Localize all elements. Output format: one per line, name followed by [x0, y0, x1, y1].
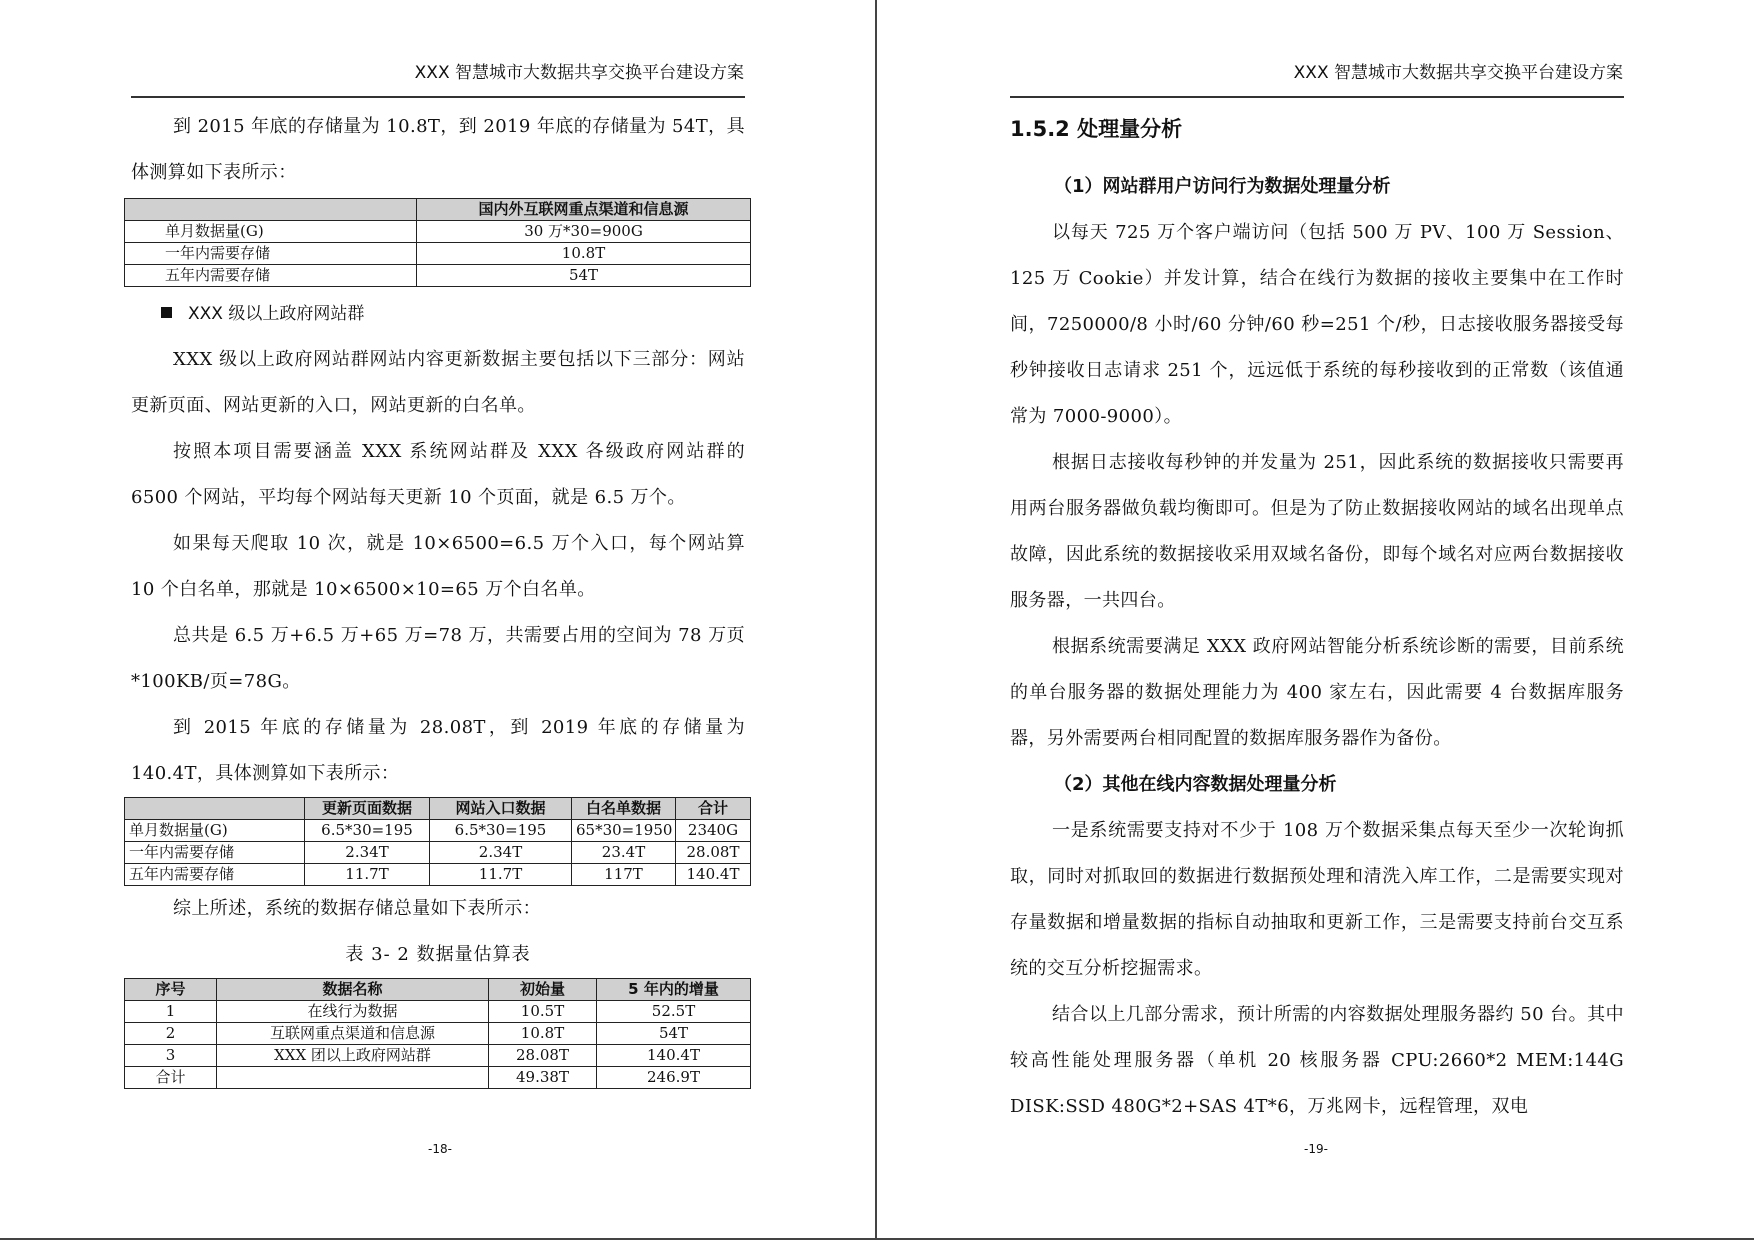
table-cell: 28.08T	[489, 1045, 597, 1067]
table-cell: 6.5*30=195	[430, 820, 572, 842]
header-rule	[131, 96, 745, 98]
table-cell: XXX 团以上政府网站群	[217, 1045, 489, 1067]
subsection-heading: （1）网站群用户访问行为数据处理量分析	[1054, 176, 1391, 197]
page-content	[131, 104, 745, 1089]
table-header-row	[125, 979, 751, 1001]
table-row	[125, 864, 751, 886]
table-header-cell: 序号	[125, 979, 217, 1001]
table-data-estimate	[124, 978, 751, 1089]
table-header-cell: 更新页面数据	[305, 798, 430, 820]
table-cell: 65*30=1950	[572, 820, 676, 842]
paragraph: 结合以上几部分需求，预计所需的内容数据处理服务器约 50 台。其中较高性能处理服务器（单机 20 核服务器 CPU:2660*2 MEM:144G DISK:SSD 480G*2+SAS 4T*6，万兆网卡，远程管理，双电	[1010, 1004, 1624, 1117]
table-cell: 单月数据量(G)	[125, 820, 305, 842]
table-foreign-internet	[124, 198, 751, 287]
paragraph: 到 2015 年底的存储量为 10.8T，到 2019 年底的存储量为 54T，具体测算如下表所示：	[131, 116, 745, 183]
table-header-cell: 网站入口数据	[430, 798, 572, 820]
table-cell: 2	[125, 1023, 217, 1045]
table-cell: 互联网重点渠道和信息源	[217, 1023, 489, 1045]
table-cell: 23.4T	[572, 842, 676, 864]
table-cell: 五年内需要存储	[125, 265, 417, 287]
table-header-cell: 合计	[676, 798, 751, 820]
square-bullet-icon	[161, 307, 172, 318]
table-cell: 1	[125, 1001, 217, 1023]
table-cell: 140.4T	[676, 864, 751, 886]
bullet-item	[131, 291, 745, 337]
table-row	[125, 820, 751, 842]
table-cell: 30 万*30=900G	[417, 221, 751, 243]
table-cell: 54T	[597, 1023, 751, 1045]
table-cell: 2.34T	[430, 842, 572, 864]
page-number: -19-	[1304, 1142, 1328, 1156]
table-header-row	[125, 798, 751, 820]
table-header-cell: 白名单数据	[572, 798, 676, 820]
table-row	[125, 1067, 751, 1089]
table-cell: 54T	[417, 265, 751, 287]
table-row	[125, 1045, 751, 1067]
page-header: XXX 智慧城市大数据共享交换平台建设方案	[1293, 63, 1623, 83]
paragraph: 一是系统需要支持对不少于 108 万个数据采集点每天至少一次轮询抓取，同时对抓取回的数据进行数据预处理和清洗入库工作，二是需要实现对存量数据和增量数据的指标自动抽取和更新工作，三是需要支持前台交互系统的交互分析挖掘需求。	[1010, 820, 1624, 979]
page-header: XXX 智慧城市大数据共享交换平台建设方案	[414, 63, 744, 83]
table-cell: 140.4T	[597, 1045, 751, 1067]
page-number: -18-	[428, 1142, 452, 1156]
table-cell: 2.34T	[305, 842, 430, 864]
table-header-cell: 5 年内的增量	[597, 979, 751, 1001]
table-cell: 11.7T	[430, 864, 572, 886]
page-content	[1010, 104, 1624, 1130]
paragraph: XXX 级以上政府网站群网站内容更新数据主要包括以下三部分：网站更新页面、网站更新的入口，网站更新的白名单。	[131, 349, 745, 416]
table-cell	[217, 1067, 489, 1089]
table-header-cell: 数据名称	[217, 979, 489, 1001]
subsection-heading: （2）其他在线内容数据处理量分析	[1054, 774, 1337, 795]
table-cell: 10.8T	[417, 243, 751, 265]
table-cell: 五年内需要存储	[125, 864, 305, 886]
paragraph: 根据系统需要满足 XXX 政府网站智能分析系统诊断的需要，目前系统的单台服务器的数据处理能力为 400 家左右，因此需要 4 台数据库服务器，另外需要两台相同配置的数据库服务器作为备份。	[1010, 636, 1624, 749]
paragraph: 以每天 725 万个客户端访问（包括 500 万 PV、100 万 Session、125 万 Cookie）并发计算，结合在线行为数据的接收主要集中在工作时间，7250000/8 小时/60 分钟/60 秒=251 个/秒，日志接收服务器接受每秒钟接收日志请求 251 个，远远低于系统的每秒接收到的正常数（该值通常为 7000-9000）。	[1010, 222, 1624, 427]
table-header-cell: 国内外互联网重点渠道和信息源	[417, 199, 751, 221]
table-cell: 117T	[572, 864, 676, 886]
table-cell: 3	[125, 1045, 217, 1067]
paragraph: 综上所述，系统的数据存储总量如下表所示：	[173, 898, 541, 919]
table-cell: 2340G	[676, 820, 751, 842]
bullet-text: XXX 级以上政府网站群	[188, 304, 365, 324]
paragraph: 总共是 6.5 万+6.5 万+65 万=78 万，共需要占用的空间为 78 万页*100KB/页=78G。	[131, 625, 745, 692]
table-row	[125, 842, 751, 864]
table-cell: 10.8T	[489, 1023, 597, 1045]
table-cell: 合计	[125, 1067, 217, 1089]
table-gov-sites	[124, 797, 751, 886]
table-cell: 10.5T	[489, 1001, 597, 1023]
paragraph: 根据日志接收每秒钟的并发量为 251，因此系统的数据接收只需要再用两台服务器做负载均衡即可。但是为了防止数据接收网站的域名出现单点故障，因此系统的数据接收采用双域名备份，即每个域名对应两台数据接收服务器，一共四台。	[1010, 452, 1624, 611]
table-row	[125, 265, 751, 287]
table-cell: 在线行为数据	[217, 1001, 489, 1023]
table-cell: 49.38T	[489, 1067, 597, 1089]
section-heading: 1.5.2 处理量分析	[1010, 117, 1183, 141]
table-row	[125, 1001, 751, 1023]
table-cell: 28.08T	[676, 842, 751, 864]
table-header-cell	[125, 199, 417, 221]
table-row	[125, 1023, 751, 1045]
table-caption: 表 3- 2 数据量估算表	[345, 944, 531, 965]
table-row	[125, 243, 751, 265]
table-cell: 单月数据量(G)	[125, 221, 417, 243]
paragraph: 按照本项目需要涵盖 XXX 系统网站群及 XXX 各级政府网站群的 6500 个网站，平均每个网站每天更新 10 个页面，就是 6.5 万个。	[131, 441, 745, 508]
table-cell: 一年内需要存储	[125, 842, 305, 864]
table-cell: 一年内需要存储	[125, 243, 417, 265]
table-cell: 246.9T	[597, 1067, 751, 1089]
header-rule	[1010, 96, 1624, 98]
table-cell: 6.5*30=195	[305, 820, 430, 842]
table-cell: 52.5T	[597, 1001, 751, 1023]
table-header-cell: 初始量	[489, 979, 597, 1001]
paragraph: 到 2015 年底的存储量为 28.08T，到 2019 年底的存储量为 140.4T，具体测算如下表所示：	[131, 717, 745, 784]
table-cell: 11.7T	[305, 864, 430, 886]
table-row	[125, 221, 751, 243]
table-header-row	[125, 199, 751, 221]
table-header-cell	[125, 798, 305, 820]
paragraph: 如果每天爬取 10 次，就是 10×6500=6.5 万个入口，每个网站算 10 个白名单，那就是 10×6500×10=65 万个白名单。	[131, 533, 745, 600]
